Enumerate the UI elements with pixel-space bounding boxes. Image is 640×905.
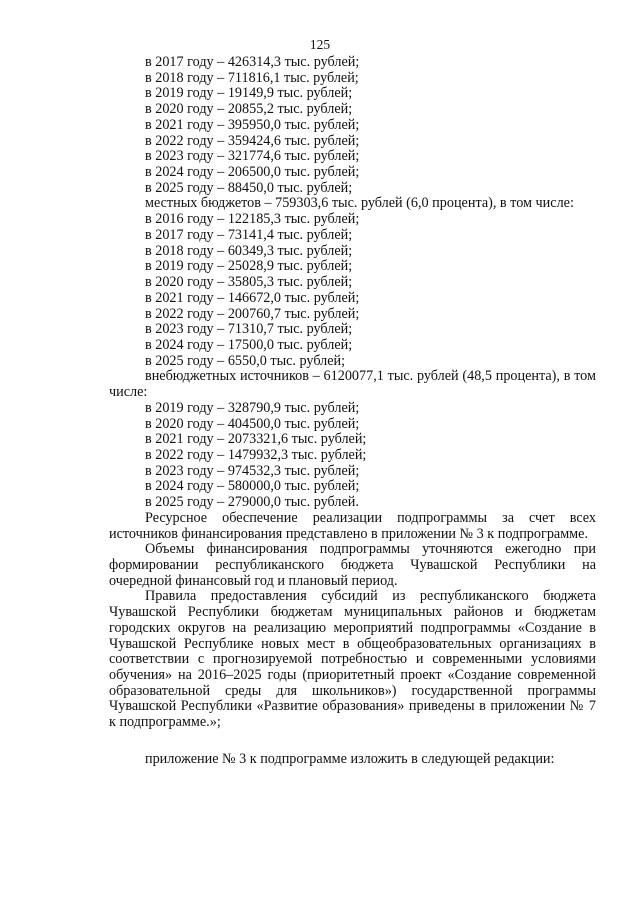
list-item: в 2024 году – 206500,0 тыс. рублей; (145, 164, 360, 181)
list-item: в 2021 году – 146672,0 тыс. рублей; (145, 289, 360, 306)
list-item: в 2025 году – 6550,0 тыс. рублей; (145, 352, 346, 369)
appendix-paragraph: приложение № 3 к подпрограмме изложить в следующей редакции: (145, 750, 555, 767)
page-number: 125 (309, 37, 331, 52)
paragraph-spacer (109, 731, 596, 752)
list-item: в 2019 году – 328790,9 тыс. рублей; (145, 399, 360, 416)
list-item: в 2019 году – 25028,9 тыс. рублей; (145, 258, 353, 275)
list-item: в 2025 году – 279000,0 тыс. рублей. (145, 494, 359, 511)
list-item: в 2017 году – 73141,4 тыс. рублей; (145, 226, 353, 243)
list-item: в 2023 году – 71310,7 тыс. рублей; (145, 321, 353, 338)
document-body (109, 55, 596, 768)
list-item: в 2020 году – 404500,0 тыс. рублей; (145, 415, 360, 432)
list-item: в 2018 году – 711816,1 тыс. рублей; (145, 69, 359, 86)
local-budget-year-list (109, 212, 596, 369)
list-item: в 2024 году – 580000,0 тыс. рублей; (145, 478, 360, 495)
extrabudget-year-list (109, 401, 596, 511)
rules-paragraph: Правила предоставления субсидий из республиканского бюджета Чувашской Республики бюджетам муниципальных районов и бюджетам городских округов на реализацию мероприятий подпрограммы «Создание в Чувашской Республике новых мест в общеобразовательных организациях в соответствии с прогнозируемой потребностью и современными условиями обучения» на 2016–2025 годы (приоритетный проект «Создание современной образовательной среды для школьников») государственной программы Чувашской Республики «Развитие образования» приведены в приложении № 7 к подпрограмме.»; (109, 588, 596, 731)
list-item: в 2022 году – 1479932,3 тыс. рублей; (145, 446, 367, 463)
extrabudget-heading: внебюджетных источников – 6120077,1 тыс. рублей (48,5 процента), в том числе: (109, 368, 596, 401)
list-item: в 2019 году – 19149,9 тыс. рублей; (145, 85, 353, 102)
local-budgets-heading: местных бюджетов – 759303,6 тыс. рублей (6,0 процента), в том числе: (145, 195, 574, 212)
regional-budget-year-list (109, 55, 596, 196)
list-item: в 2016 году – 122185,3 тыс. рублей; (145, 211, 360, 228)
list-item: в 2017 году – 426314,3 тыс. рублей; (145, 54, 360, 70)
list-item: в 2021 году – 2073321,6 тыс. рублей; (145, 431, 367, 448)
resources-paragraph: Ресурсное обеспечение реализации подпрограммы за счет всех источников финансирования представлено в приложении № 3 к подпрограмме. (109, 509, 596, 542)
list-item: в 2022 году – 359424,6 тыс. рублей; (145, 132, 360, 149)
list-item: в 2025 году – 88450,0 тыс. рублей; (145, 179, 353, 196)
list-item: в 2023 году – 321774,6 тыс. рублей; (145, 148, 360, 165)
list-item: в 2024 году – 17500,0 тыс. рублей; (145, 336, 353, 353)
list-item: в 2020 году – 35805,3 тыс. рублей; (145, 274, 353, 291)
volumes-paragraph: Объемы финансирования подпрограммы уточняются ежегодно при формировании республиканского бюджета Чувашской Республики на очередной финансовый год и плановый период. (109, 541, 596, 589)
list-item: в 2023 году – 974532,3 тыс. рублей; (145, 462, 360, 479)
list-item: в 2018 году – 60349,3 тыс. рублей; (145, 242, 353, 259)
list-item: в 2021 году – 395950,0 тыс. рублей; (145, 116, 360, 133)
list-item: в 2022 году – 200760,7 тыс. рублей; (145, 305, 360, 322)
list-item: в 2020 году – 20855,2 тыс. рублей; (145, 101, 353, 118)
